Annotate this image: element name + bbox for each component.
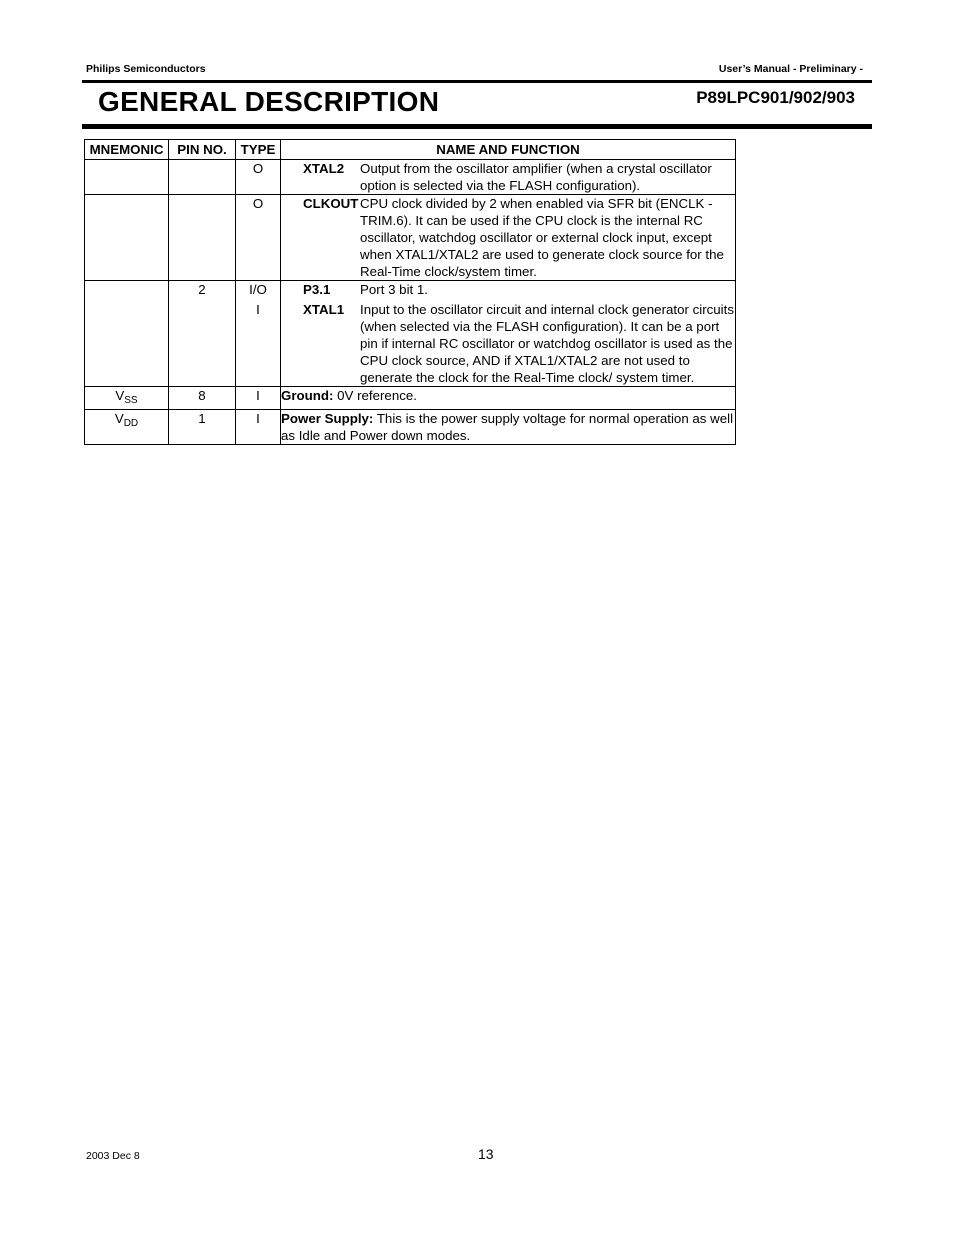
function-text: 0V reference. [333,388,417,403]
part-number: P89LPC901/902/903 [696,88,855,107]
type-cell [236,281,281,387]
mnemonic-base: V [114,411,124,426]
mnemonic-base: V [115,388,125,403]
table-row [85,410,736,445]
function-entry [281,195,735,280]
column-header-type: TYPE [236,140,281,160]
mnemonic-cell [85,195,169,281]
pin-cell: 2 [169,281,236,387]
signal-description: Input to the oscillator circuit and internal clock generator circuits (when selected via the FLASH configuration). It can be a port pin if internal RC oscillator or watchdog oscillator is used as the CPU clock source, AND if XTAL1/XTAL2 are not used to generate the clock for the Real-Time clock/ system timer. [360,302,734,385]
type-cell: I [236,387,281,410]
signal-name: XTAL2 [303,161,345,176]
column-header-pin-no: PIN NO. [169,140,236,160]
function-entry [281,301,735,386]
signal-name: XTAL1 [303,302,345,317]
mnemonic-cell [85,410,169,445]
name-function-cell [281,410,736,445]
pin-cell: 8 [169,387,236,410]
name-function-cell [281,387,736,410]
footer-date: 2003 Dec 8 [86,1150,140,1162]
type-cell [236,160,281,195]
signal-description: Output from the oscillator amplifier (when a crystal oscillator option is selected via the FLASH configuration). [360,161,712,193]
function-label: Power Supply: [281,411,374,426]
signal-name: CLKOUT [303,196,359,211]
column-header-name-function: NAME AND FUNCTION [281,140,736,160]
type-value: I [256,302,260,317]
document-status: User’s Manual - Preliminary - [718,63,863,75]
table-row [85,160,736,195]
pin-cell [169,160,236,195]
type-value: O [252,161,264,176]
mnemonic-subscript: SS [124,395,138,406]
table-row [85,387,736,410]
table-header-row [85,140,736,160]
header-rule [82,80,872,83]
mnemonic-cell [85,160,169,195]
signal-description: Port 3 bit 1. [360,282,428,297]
mnemonic-cell [85,281,169,387]
name-function-cell [281,160,736,195]
mnemonic-cell [85,387,169,410]
function-label: Ground: [281,388,334,403]
table-row [85,281,736,387]
title-rule [82,124,872,129]
type-value: O [252,196,264,211]
type-cell [236,195,281,281]
pin-cell [169,195,236,281]
pin-cell: 1 [169,410,236,445]
company-name: Philips Semiconductors [86,63,206,75]
type-value: I/O [249,282,267,297]
pin-description-table [84,139,736,445]
table-row [85,195,736,281]
signal-name: P3.1 [303,282,331,297]
section-title: GENERAL DESCRIPTION [98,86,440,117]
name-function-cell [281,195,736,281]
name-function-cell [281,281,736,387]
function-entry [281,160,735,194]
function-text: This is the power supply voltage for normal operation as well as Idle and Power down modes. [281,411,734,443]
function-entry [281,281,735,298]
page-number: 13 [478,1146,494,1162]
signal-description: CPU clock divided by 2 when enabled via SFR bit (ENCLK - TRIM.6). It can be used if the CPU clock is the internal RC oscillator, watchdog oscillator or external clock input, except when XTAL1/XTAL2 are used to generate clock source for the Real-Time clock/system timer. [360,196,724,279]
mnemonic-subscript: DD [123,418,139,429]
column-header-mnemonic: MNEMONIC [85,140,169,160]
type-cell: I [236,410,281,445]
